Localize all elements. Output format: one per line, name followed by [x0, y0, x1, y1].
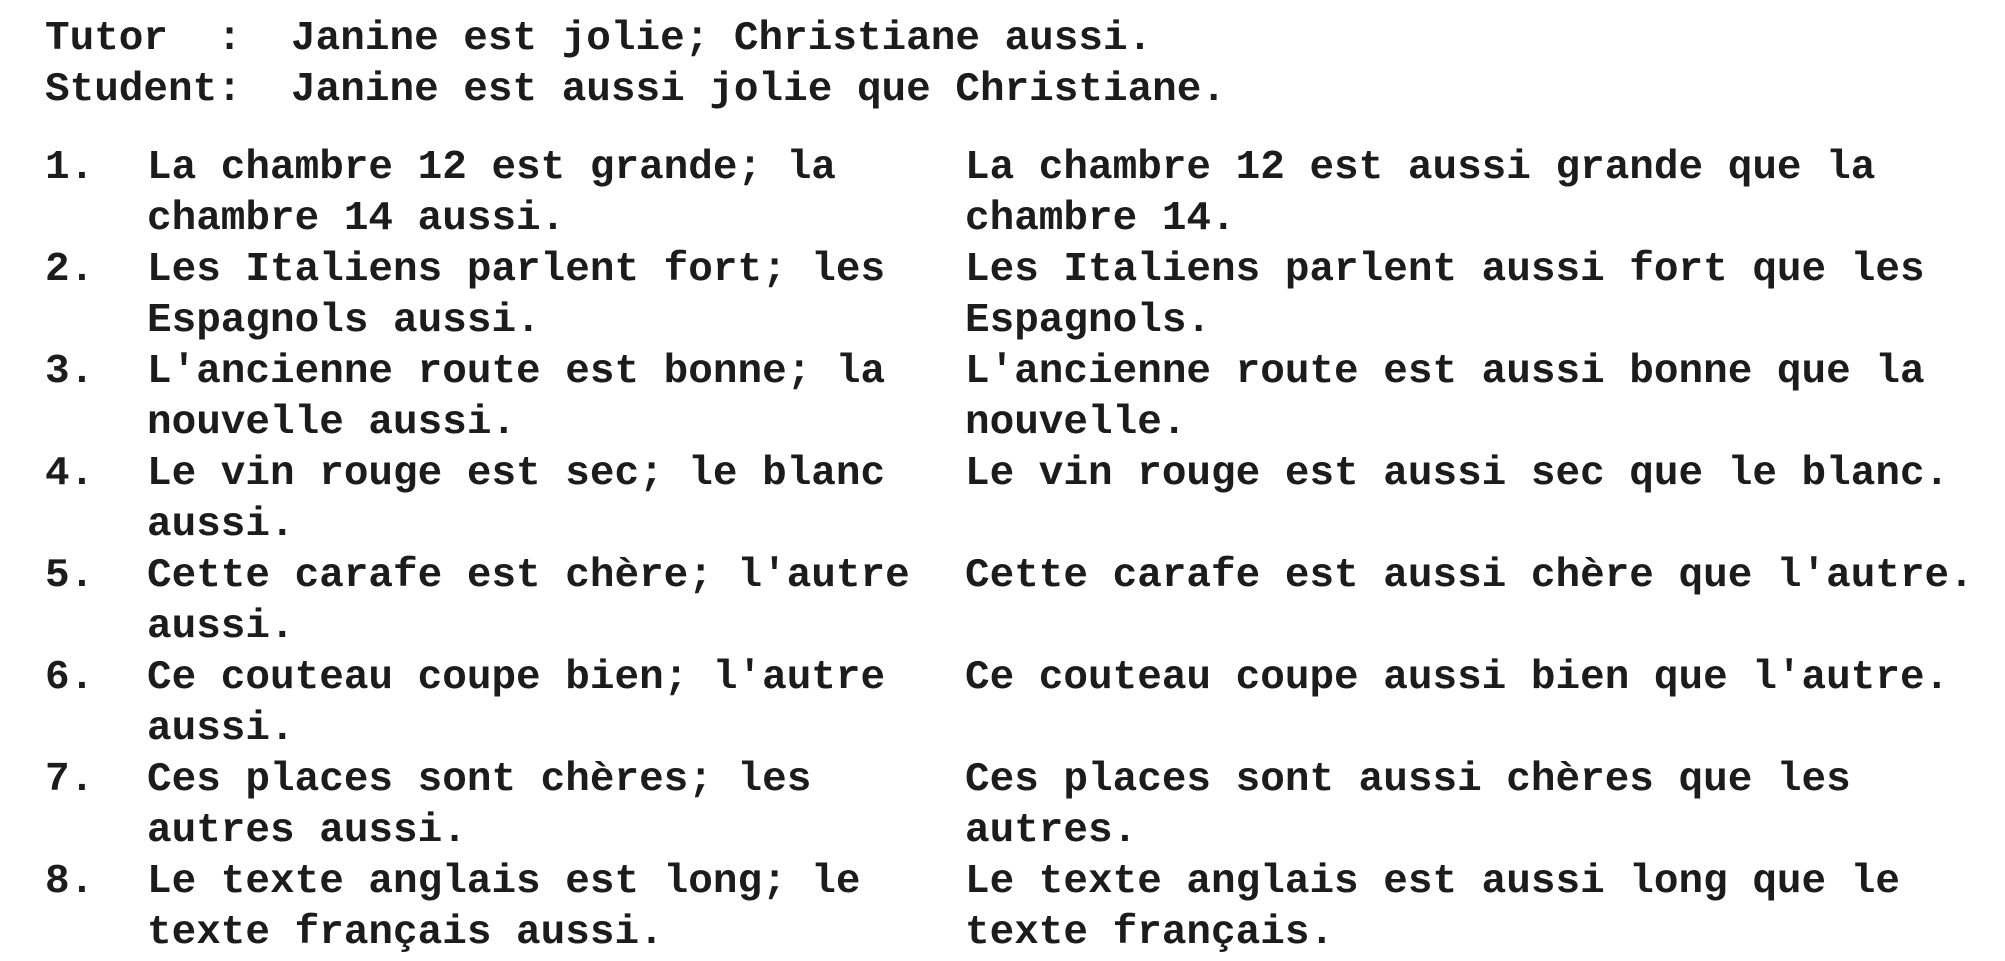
stimulus-line: Ce couteau coupe bien; l'autre: [147, 655, 886, 701]
tutor-speaker-label: Tutor :: [45, 16, 242, 62]
item-stimulus: [147, 755, 965, 857]
stimulus-line: Espagnols aussi.: [147, 298, 541, 344]
item-number: 4.: [45, 451, 95, 497]
stimulus-line: aussi.: [147, 604, 295, 650]
item-stimulus: [147, 551, 965, 653]
item-number: 6.: [45, 655, 95, 701]
item-number: 2.: [45, 247, 95, 293]
stimulus-line: texte français aussi.: [147, 910, 664, 956]
response-line: Cette carafe est aussi chère que l'autre.: [965, 553, 1974, 599]
exercise-item-1: [45, 143, 1995, 245]
item-stimulus: [147, 245, 965, 347]
item-stimulus: [147, 653, 965, 755]
item-response: [965, 143, 1995, 245]
stimulus-line: Cette carafe est chère; l'autre: [147, 553, 910, 599]
item-response: [965, 653, 1995, 704]
stimulus-line: autres aussi.: [147, 808, 467, 854]
tutor-sentence: Janine est jolie; Christiane aussi.: [291, 16, 1153, 62]
item-stimulus: [147, 449, 965, 551]
stimulus-line: Le texte anglais est long; le: [147, 859, 861, 905]
item-response: [965, 857, 1995, 959]
exercise-item-7: [45, 755, 1995, 857]
response-line: texte français.: [965, 910, 1335, 956]
item-number: 7.: [45, 757, 95, 803]
student-speaker-label: Student:: [45, 67, 242, 113]
stimulus-line: Les Italiens parlent fort; les: [147, 247, 886, 293]
item-stimulus: [147, 347, 965, 449]
stimulus-line: Le vin rouge est sec; le blanc: [147, 451, 886, 497]
response-line: Les Italiens parlent aussi fort que les: [965, 247, 1925, 293]
tutor-line: [45, 14, 1995, 65]
stimulus-line: chambre 14 aussi.: [147, 196, 566, 242]
stimulus-line: La chambre 12 est grande; la: [147, 145, 836, 191]
response-line: Le vin rouge est aussi sec que le blanc.: [965, 451, 1950, 497]
exercise-item-8: [45, 857, 1995, 959]
response-line: Ces places sont aussi chères que les: [965, 757, 1851, 803]
item-number: 5.: [45, 553, 95, 599]
student-sentence: Janine est aussi jolie que Christiane.: [291, 67, 1226, 113]
response-line: autres.: [965, 808, 1138, 854]
response-line: L'ancienne route est aussi bonne que la: [965, 349, 1925, 395]
exercise-item-2: [45, 245, 1995, 347]
item-number: 1.: [45, 145, 95, 191]
response-line: Le texte anglais est aussi long que le: [965, 859, 1900, 905]
stimulus-line: aussi.: [147, 706, 295, 752]
stimulus-line: nouvelle aussi.: [147, 400, 517, 446]
item-response: [965, 449, 1995, 500]
item-response: [965, 347, 1995, 449]
exercise-item-3: [45, 347, 1995, 449]
response-line: Ce couteau coupe aussi bien que l'autre.: [965, 655, 1950, 701]
item-number: 8.: [45, 859, 95, 905]
item-response: [965, 245, 1995, 347]
response-line: Espagnols.: [965, 298, 1212, 344]
item-stimulus: [147, 143, 965, 245]
stimulus-line: L'ancienne route est bonne; la: [147, 349, 886, 395]
response-line: La chambre 12 est aussi grande que la: [965, 145, 1876, 191]
stimulus-line: Ces places sont chères; les: [147, 757, 812, 803]
exercise-item-4: [45, 449, 1995, 551]
response-line: chambre 14.: [965, 196, 1236, 242]
item-stimulus: [147, 857, 965, 959]
exercise-list: [45, 143, 1995, 959]
student-line: [45, 65, 1995, 116]
stimulus-line: aussi.: [147, 502, 295, 548]
exercise-item-5: [45, 551, 1995, 653]
item-response: [965, 551, 1995, 602]
example-dialogue: [45, 14, 1995, 116]
item-response: [965, 755, 1995, 857]
exercise-item-6: [45, 653, 1995, 755]
response-line: nouvelle.: [965, 400, 1187, 446]
item-number: 3.: [45, 349, 95, 395]
